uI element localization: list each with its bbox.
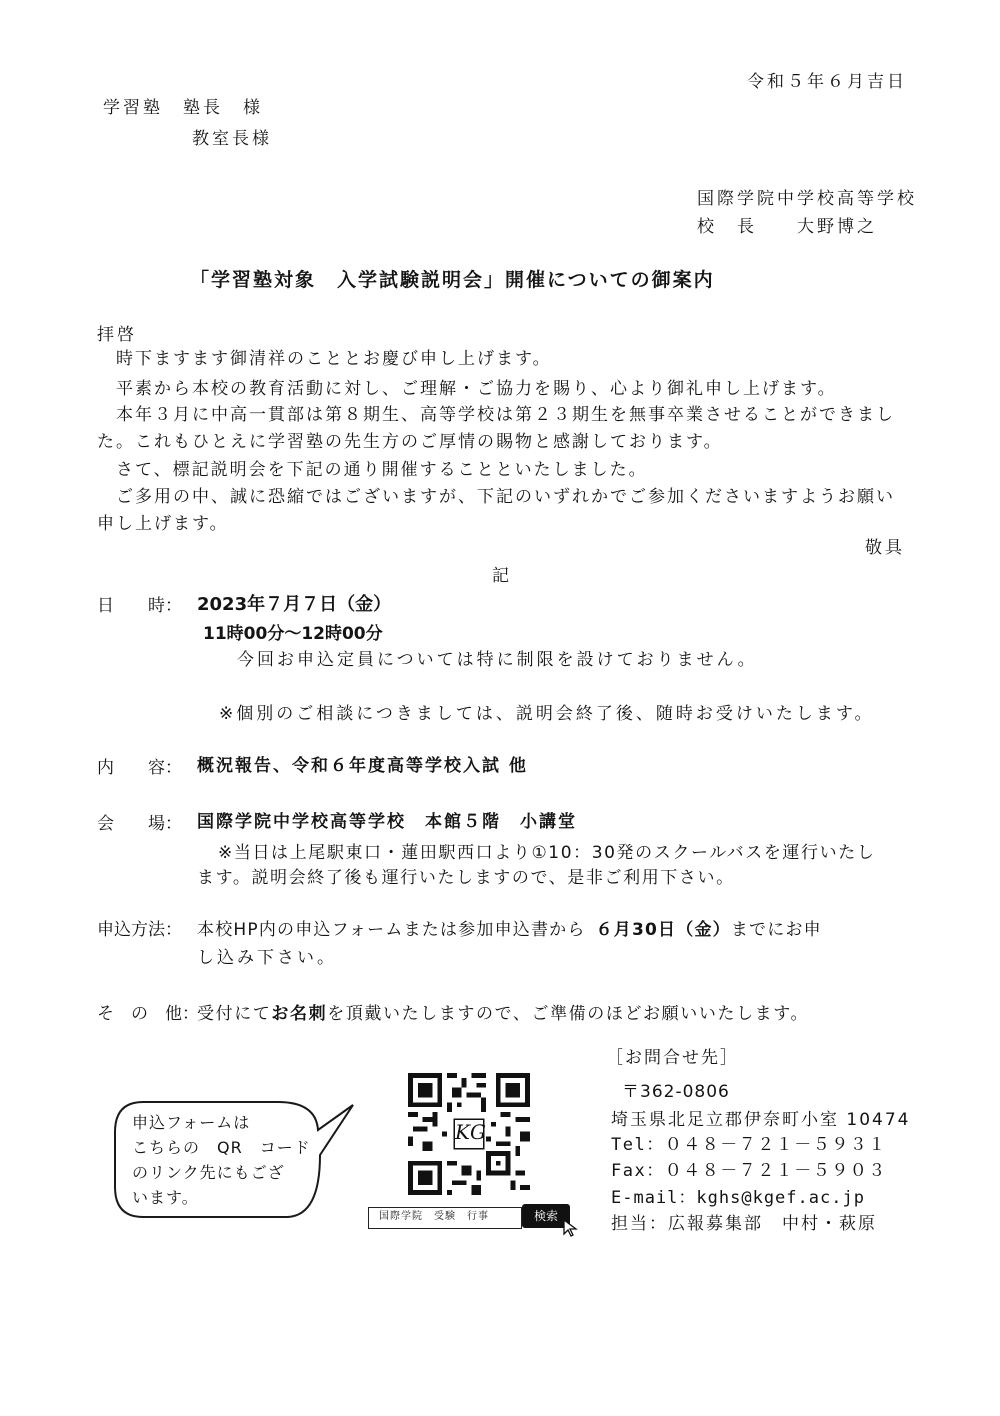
contact-heading: ［お問合せ先］ [606,1048,739,1068]
other-label: そ の 他： [97,1004,199,1024]
consultation-note: ※個別のご相談につきましては、説明会終了後、随時お受けいたします。 [219,704,875,724]
bubble-line: 申込フォームは [132,1113,251,1132]
content-value: 概況報告、令和６年度高等学校入試 他 [197,756,528,776]
contact-person: 担当：広報募集部 中村・萩原 [611,1214,877,1234]
contact-address: 埼玉県北足立郡伊奈町小室 10474 [611,1110,911,1130]
contact-fax: Fax：０４８－７２１－５９０３ [611,1161,887,1181]
bus-note-line-2: ます。説明会終了後も運行いたしますので、是非ご利用下さい。 [197,868,735,888]
application-text-post: までにお申 [730,920,822,940]
body-paragraph: 本年３月に中高一貫部は第８期生、高等学校は第２３期生を無事卒業させることができました。これもひとえに学習塾の先生方のご厚情の賜物と感謝しております。 [97,405,895,452]
bus-note-line-1: ※当日は上尾駅東口・蓮田駅西口より①10：30発のスクールバスを運行いたし [218,843,876,863]
closing-keigu: 敬具 [865,538,905,558]
application-text-pre: 本校HP内の申込フォームまたは参加申込書から [197,920,586,940]
application-value-line-1 [197,922,822,939]
body-paragraph: 平素から本校の教育活動に対し、ご理解・ご協力を賜り、心より御礼申し上げます。 [116,379,837,399]
search-query: 国際学院 受験 行事 [379,1211,489,1222]
contact-tel: Tel：０４８－７２１－５９３１ [611,1135,887,1155]
other-text-post: を頂戴いたしますので、ご準備のほどお願いいたします。 [327,1004,810,1024]
contact-email[interactable]: E-mail：kghs@kgef.ac.jp [611,1188,865,1208]
content-label: 内 容： [97,758,182,778]
application-deadline: ６月30日（金） [595,920,731,940]
bubble-line: こちらの QR コード [132,1138,311,1157]
event-time: 11時00分～12時00分 [203,624,383,644]
capacity-note: 今回お申込定員については特に制限を設けておりません。 [237,650,758,670]
application-value-line-2: し込み下さい。 [197,948,337,968]
body-paragraph: ご多用の中、誠に恐縮ではございますが、下記のいずれかでご参加くださいますようお願い申し上げます。 [97,487,895,534]
body-paragraph: さて、標記説明会を下記の通り開催することといたしました。 [116,460,648,480]
datetime-label: 日 時： [97,596,182,616]
other-text-pre: 受付にて [197,1004,272,1024]
recipient-line-2: 教室長様 [192,129,272,149]
sender-principal: 校 長 大野博之 [697,217,877,237]
qr-logo: KG [455,1120,486,1144]
document-date: 令和５年６月吉日 [747,72,907,92]
contact-postal: 〒362-0806 [622,1082,730,1102]
recipient-line-1: 学習塾 塾長 様 [103,98,263,118]
cursor-icon [562,1218,580,1238]
opening-greeting: 拝啓 [97,325,137,345]
search-input[interactable] [368,1207,522,1229]
body-paragraph: 時下ますます御清祥のこととお慶び申し上げます。 [116,349,552,369]
bubble-line: います。 [132,1188,199,1207]
ki-marker: 記 [492,566,509,586]
bubble-line: のリンク先にもござ [132,1163,285,1182]
event-date: 2023年７月７日（金） [197,594,392,615]
venue-value: 国際学院中学校高等学校 本館５階 小講堂 [197,812,577,832]
sender-school: 国際学院中学校高等学校 [697,189,917,209]
page-title: 「学習塾対象 入学試験説明会」開催についての御案内 [190,269,715,291]
venue-label: 会 場： [97,814,182,834]
other-value [197,1006,809,1023]
other-business-card: お名刺 [271,1004,328,1024]
search-button-label: 検索 [533,1209,558,1223]
bubble-text [132,1110,311,1210]
application-label: 申込方法： [97,920,182,940]
